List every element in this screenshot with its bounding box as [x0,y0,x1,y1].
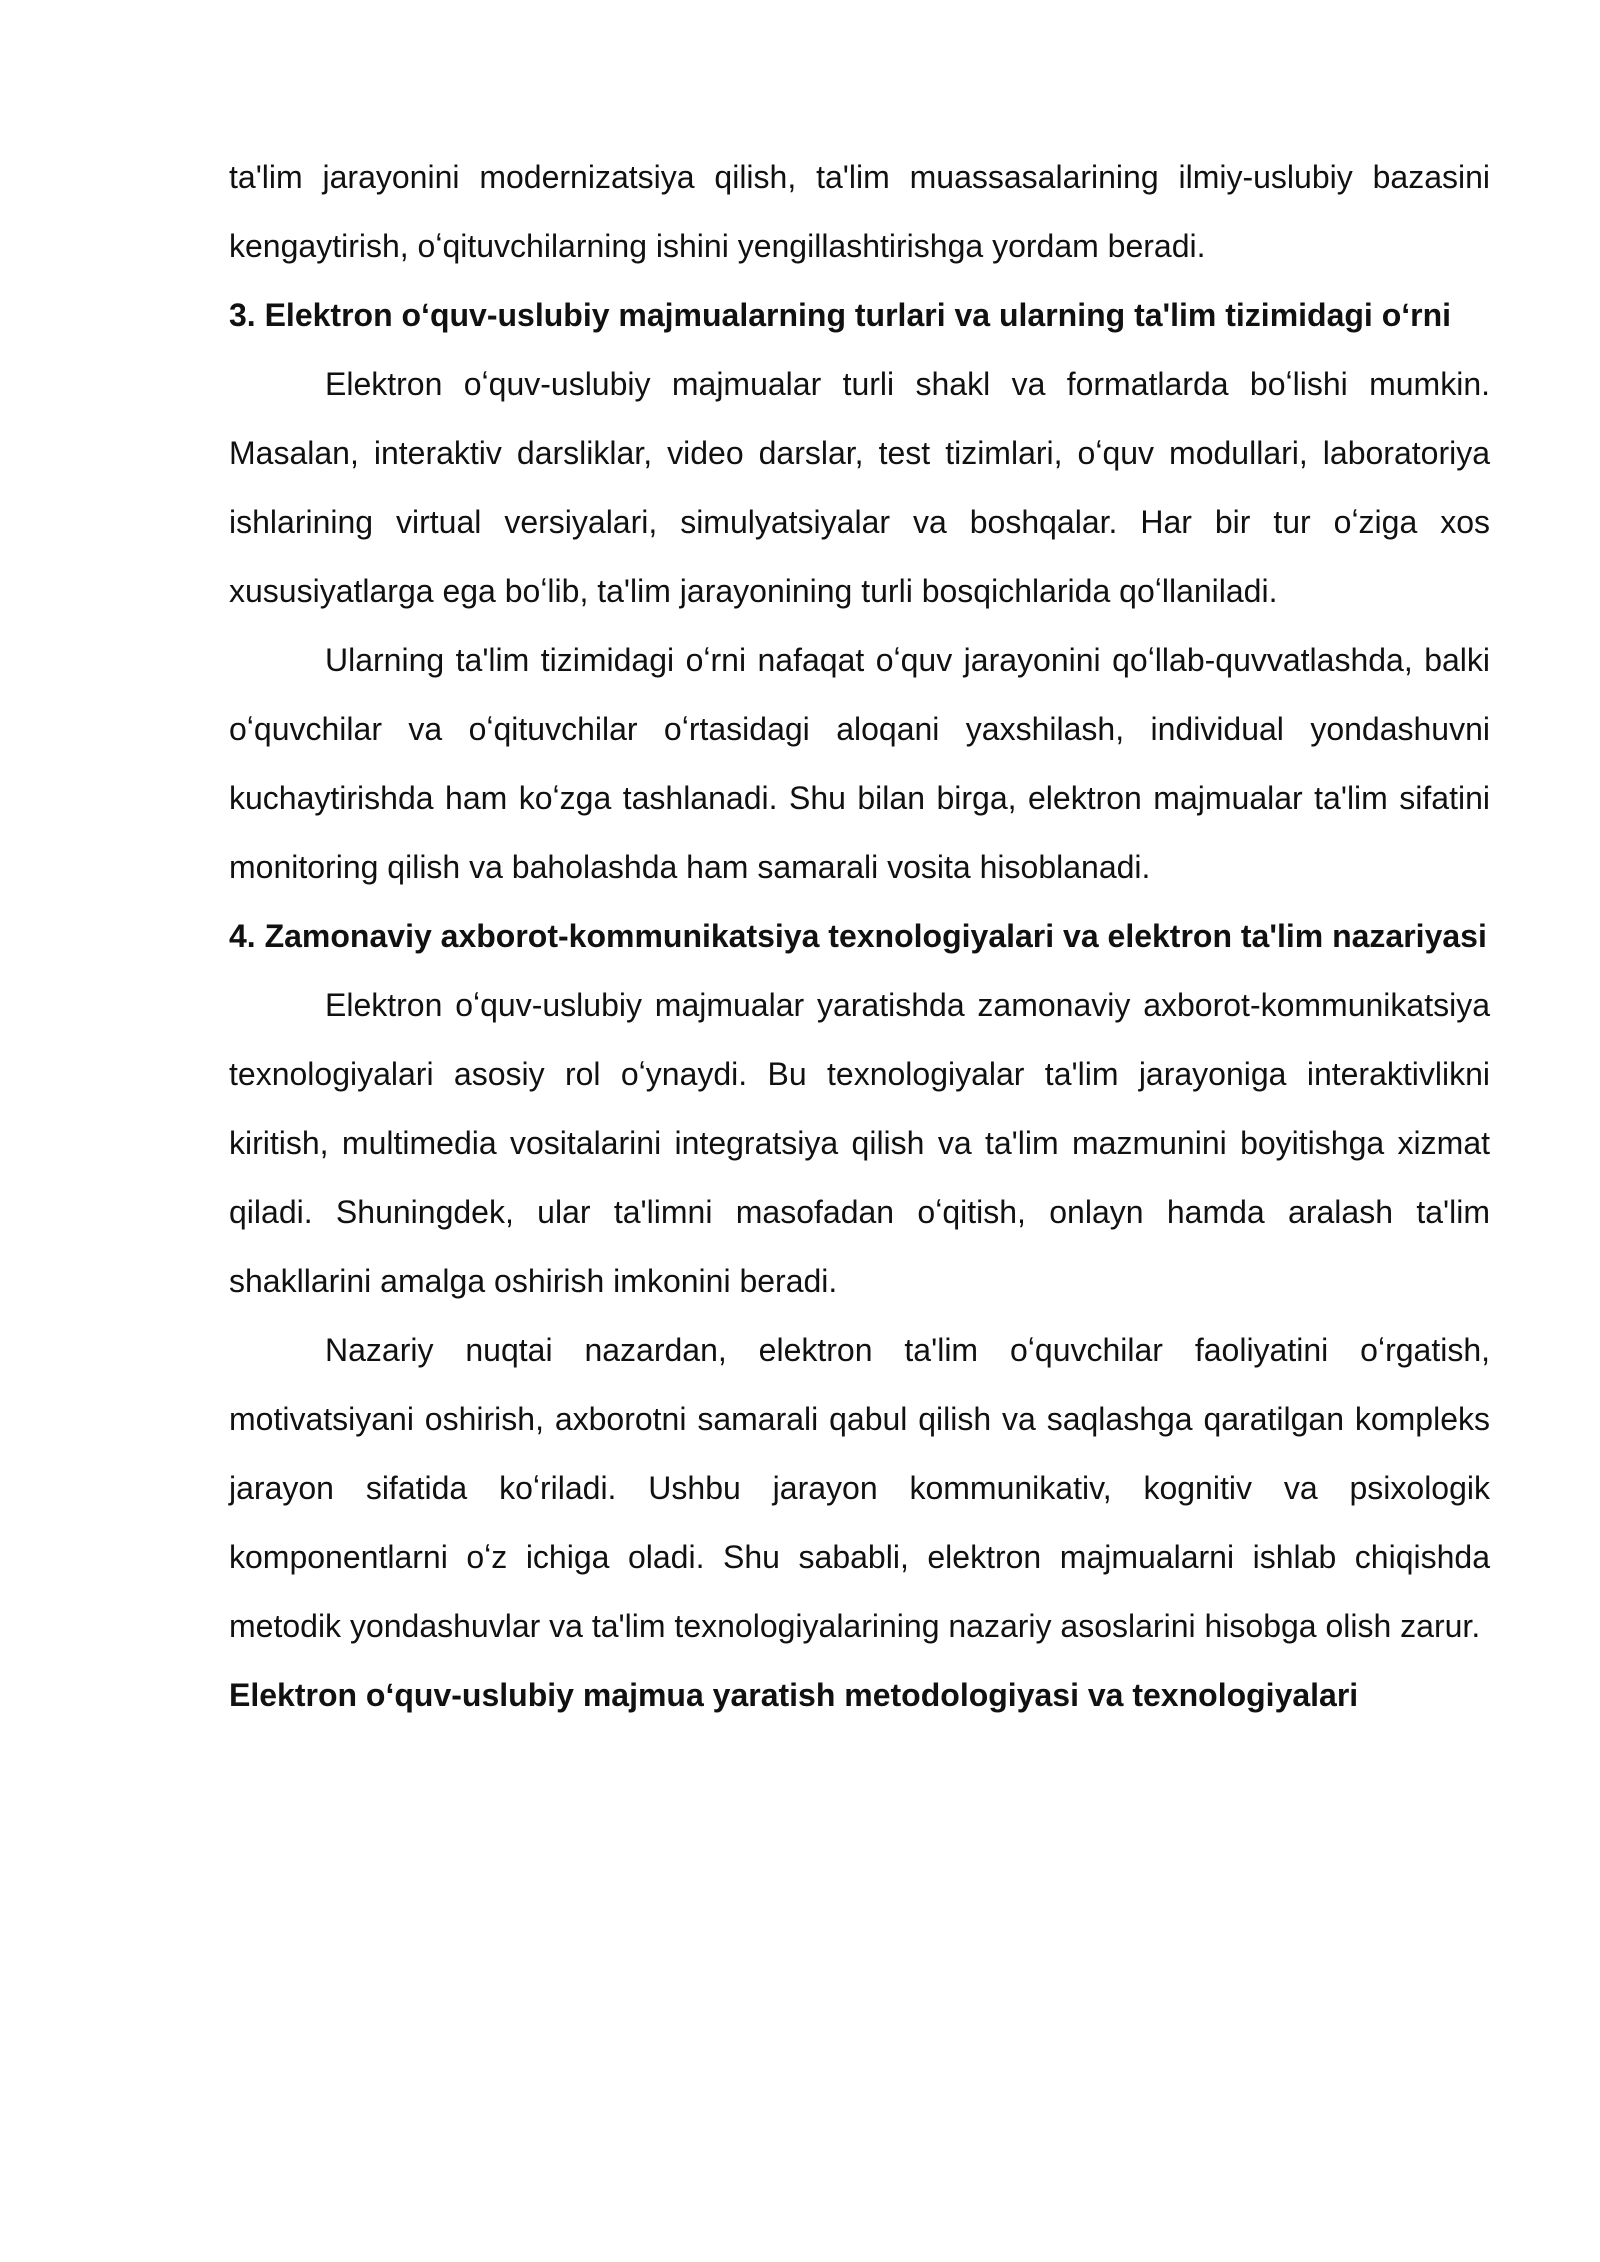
paragraph-theory: Nazariy nuqtai nazardan, elektron ta'lim oʻquvchilar faoliyatini oʻrgatish, motivatsiyani oshirish, axborotni samarali qabul qilish va saqlashga qaratilgan kompleks jarayon sifatida koʻriladi. Ushbu jarayon kommunikativ, kognitiv va psixologik komponentlarni oʻz ichiga oladi. Shu sababli, elektron majmualarni ishlab chiqishda metodik yondashuvlar va ta'lim texnologiyalarining nazariy asoslarini hisobga olish zarur. [229,1332,1490,1644]
paragraph-continuation: ta'lim jarayonini modernizatsiya qilish, ta'lim muassasalarining ilmiy-uslubiy bazasini kengaytirish, oʻqituvchilarning ishini yengillashtirishga yordam beradi. [229,159,1490,264]
section-heading-methodology: Elektron oʻquv-uslubiy majmua yaratish metodologiyasi va texnologiyalari [229,1677,1359,1713]
paragraph-role: Ularning ta'lim tizimidagi oʻrni nafaqat oʻquv jarayonini qoʻllab-quvvatlashda, balki oʻquvchilar va oʻqituvchilar oʻrtasidagi aloqani yaxshilash, individual yondashuvni kuchaytirishda ham koʻzga tashlanadi. Shu bilan birga, elektron majmualar ta'lim sifatini monitoring qilish va baholashda ham samarali vosita hisoblanadi. [229,642,1490,885]
section-heading-3: 3. Elektron oʻquv-uslubiy majmualarning turlari va ularning ta'lim tizimidagi oʻrni [229,297,1452,333]
paragraph-types: Elektron oʻquv-uslubiy majmualar turli shakl va formatlarda boʻlishi mumkin. Masalan, interaktiv darsliklar, video darslar, test tizimlari, oʻquv modullari, laboratoriya ishlarining virtual versiyalari, simulyatsiyalar va boshqalar. Har bir tur oʻziga xos xususiyatlarga ega boʻlib, ta'lim jarayonining turli bosqichlarida qoʻllaniladi. [229,366,1490,609]
section-heading-4: 4. Zamonaviy axborot-kommunikatsiya texnologiyalari va elektron ta'lim nazariyasi [229,918,1487,954]
document-body [229,143,1490,1730]
paragraph-ict: Elektron oʻquv-uslubiy majmualar yaratishda zamonaviy axborot-kommunikatsiya texnologiyalari asosiy rol oʻynaydi. Bu texnologiyalar ta'lim jarayoniga interaktivlikni kiritish, multimedia vositalarini integratsiya qilish va ta'lim mazmunini boyitishga xizmat qiladi. Shuningdek, ular ta'limni masofadan oʻqitish, onlayn hamda aralash ta'lim shakllarini amalga oshirish imkonini beradi. [229,987,1490,1299]
